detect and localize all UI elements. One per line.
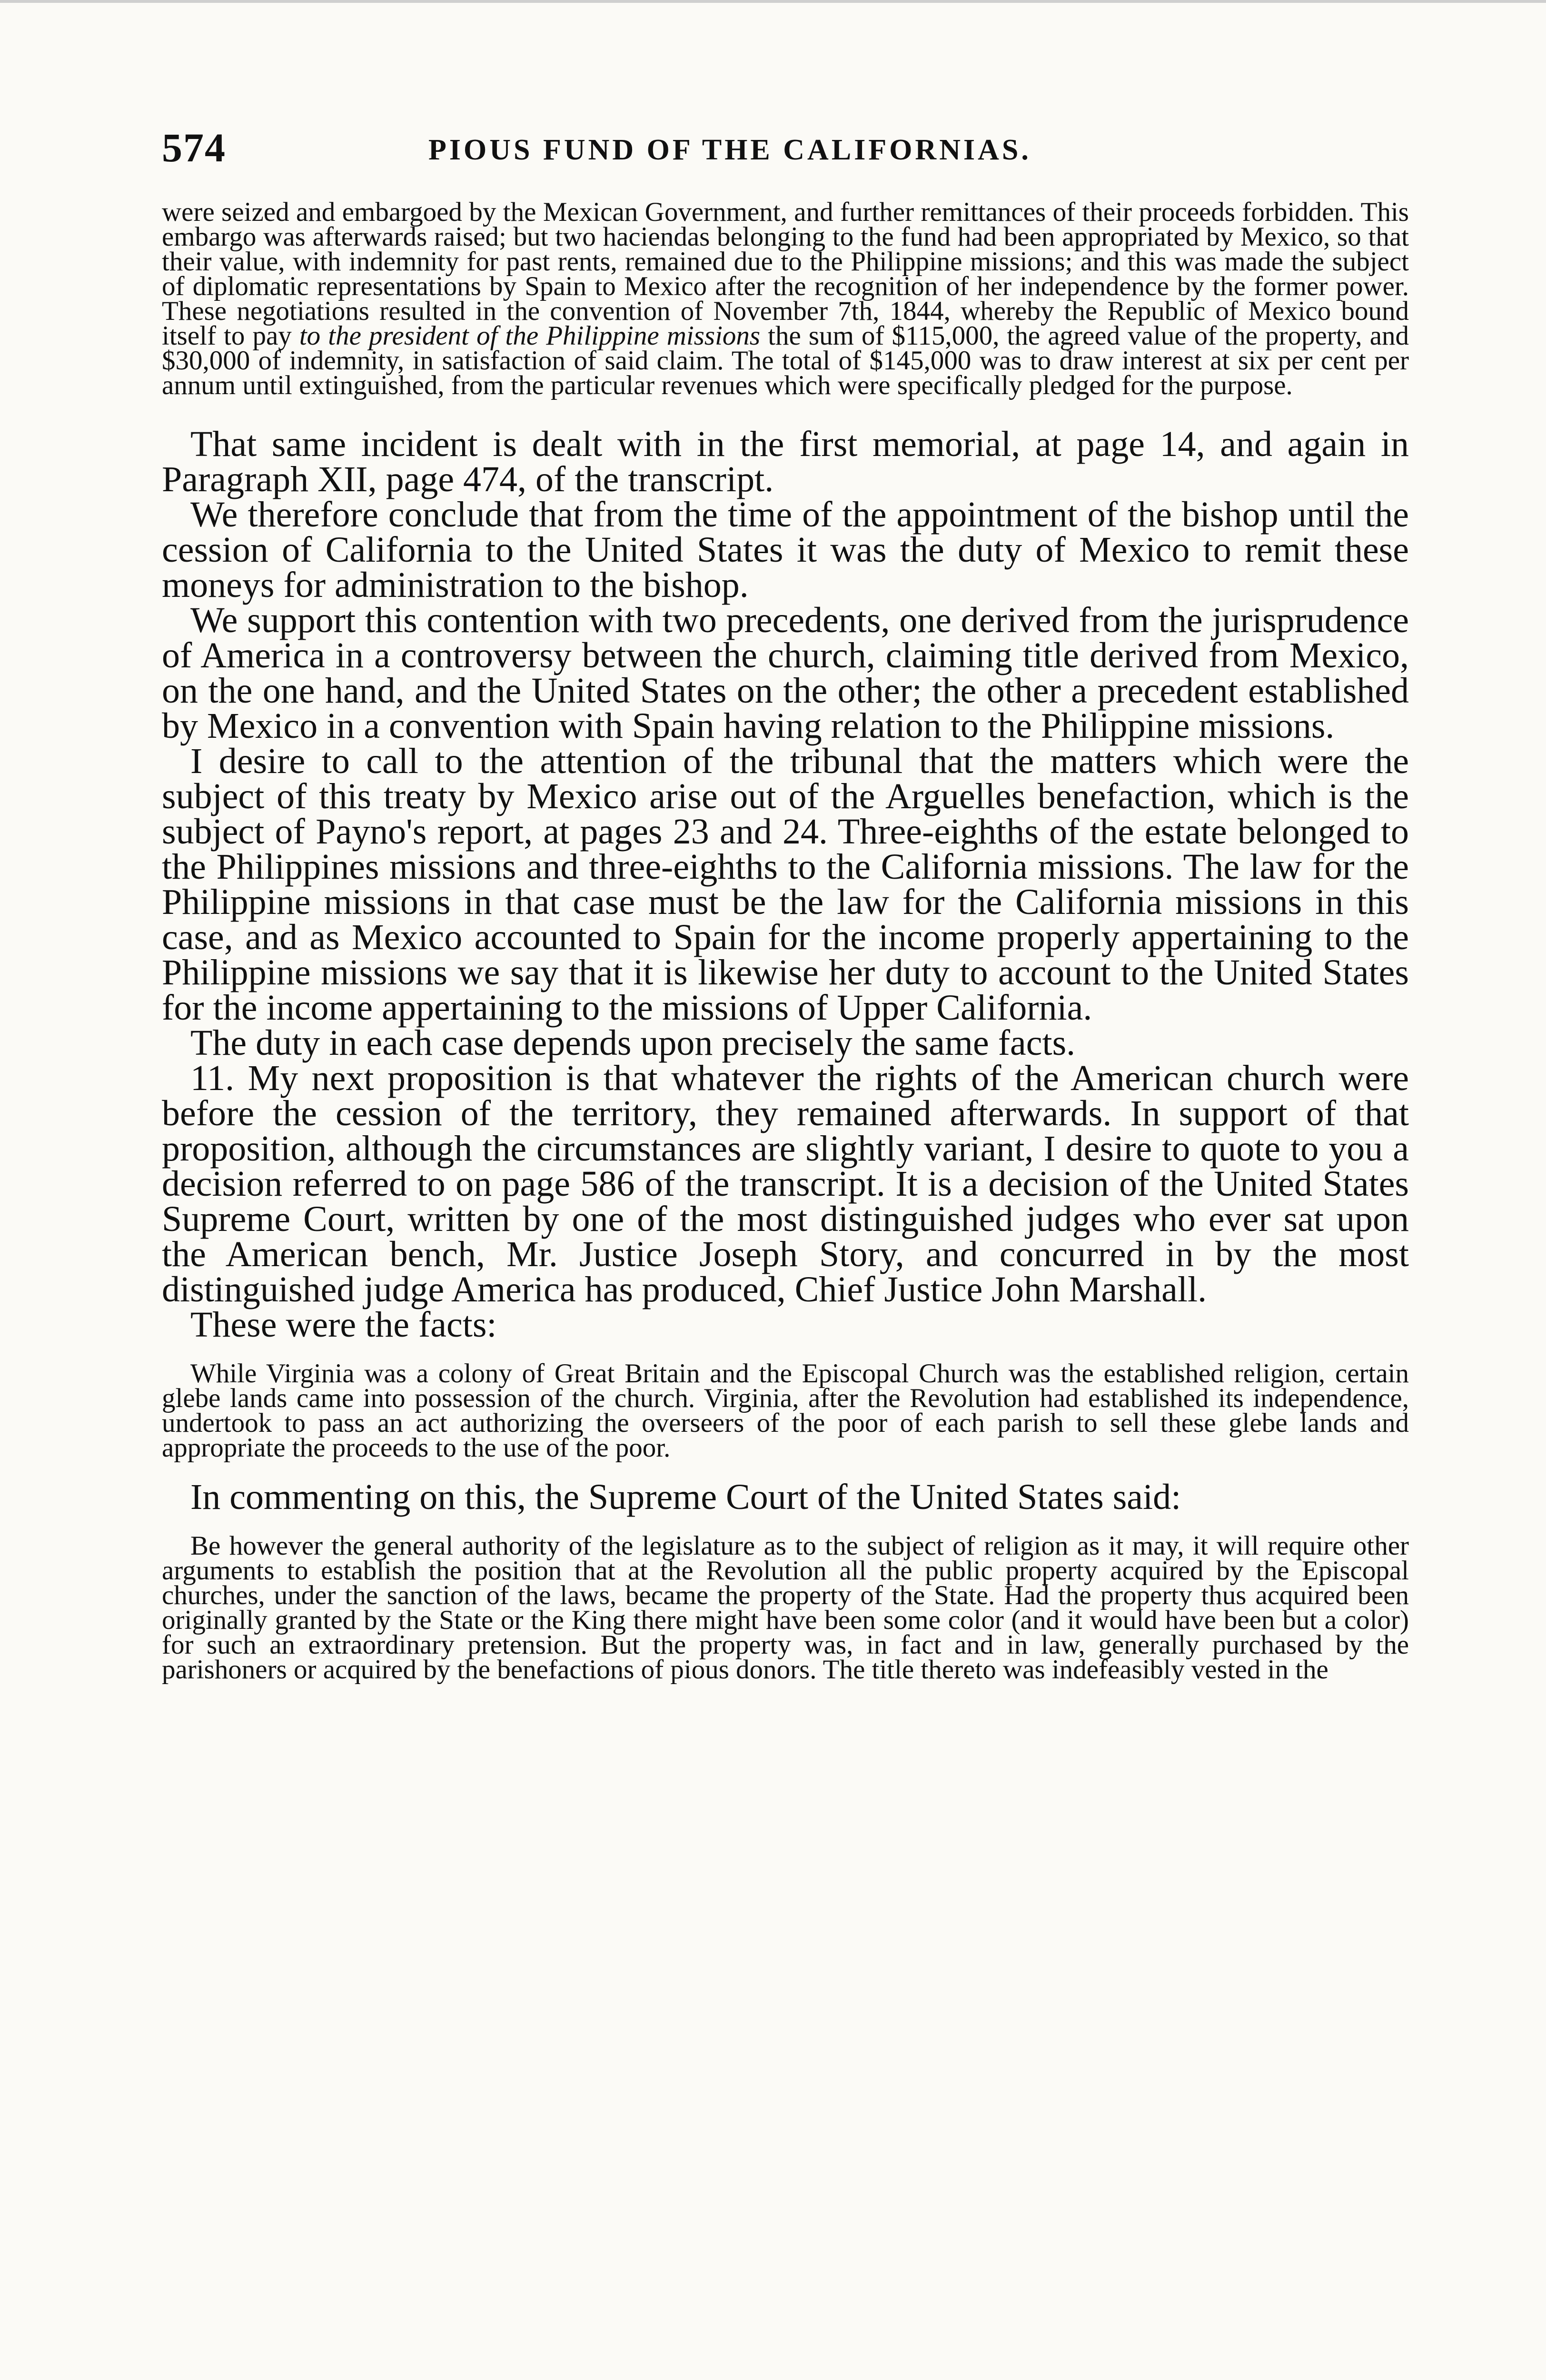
quote-text-part-1: were seized and embargoed by the Mexican Government, and further remittances of their proceeds forbidden. This embargo was afterwards raised; but two haciendas belonging to the fund had been appropriated by Mexico, so that their value, with indemnity for past rents, remained due to the Philippine missions; and this was made the subject of diplomatic representations by Spain to Mexico after the recognition of her independence by the former power. These negotiations resulted in the convention of November 7th, 1844, whereby the Republic of Mexico bound itself to pay xyxy=(162,197,1409,351)
paragraph-conclusion: We therefore conclude that from the time of the appointment of the bishop until the cession of California to the United States it was the duty of Mexico to remit these moneys for administration to the bishop. xyxy=(162,495,1409,605)
quote-text-part-2: the sum of $115,000, the agreed value of the property, and $30,000 of indemnity, in satisfaction of said claim. The total of $145,000 was to draw interest at six per cent per annum until extinguished, from the particular revenues which were specifically pledged for the purpose. xyxy=(162,321,1409,400)
page-header xyxy=(162,114,1409,200)
block-quote-pious-fund xyxy=(162,197,1409,400)
page-number: 574 xyxy=(162,125,226,170)
paragraph-duty-same-facts: The duty in each case depends upon precisely the same facts. xyxy=(190,1023,1076,1063)
paragraph-precedents: We support this contention with two precedents, one derived from the jurisprudence of America in a controversy between the church, claiming title derived from Mexico, on the one hand, and the United States on the other; the other a precedent established by Mexico in a convention with Spain having relation to the Philippine missions. xyxy=(162,600,1409,746)
paragraph-arguelles-benefaction: I desire to call to the attention of the tribunal that the matters which were the subject of this treaty by Mexico arise out of the Arguelles benefaction, which is the subject of Payno's report, at pages 23 and 24. Three-eighths of the estate belonged to the Philippines missions and three-eighths to the California missions. The law for the Philippine missions in that case must be the law for the California missions in this case, and as Mexico accounted to Spain for the income properly appertaining to the Philippine missions we say that it is likewise her duty to account to the United States for the income appertaining to the missions of Upper California. xyxy=(162,741,1409,1028)
block-quote-virginia: While Virginia was a colony of Great Britain and the Episcopal Church was the established religion, certain glebe lands came into possession of the church. Virginia, after the Revolution had established its independence, undertook to pass an act authorizing the overseers of the poor of each parish to sell these glebe lands and appropriate the proceeds to the use of the poor. xyxy=(162,1359,1409,1463)
quote-italic-phrase: to the president of the Philippine missions xyxy=(299,321,761,351)
running-title: PIOUS FUND OF THE CALIFORNIAS. xyxy=(428,134,1031,166)
paragraph-supreme-court-said: In commenting on this, the Supreme Court of the United States said: xyxy=(190,1477,1181,1517)
page xyxy=(162,114,1409,1685)
paragraph-proposition-11: 11. My next proposition is that whatever the rights of the American church were before the cession of the territory, they remained afterwards. In support of that proposition, although the circumstances are slightly variant, I desire to quote to you a decision referred to on page 586 of the transcript. It is a decision of the United States Supreme Court, written by one of the most distinguished judges who ever sat upon the American bench, Mr. Justice Joseph Story, and concurred in by the most distinguished judge America has produced, Chief Justice John Marshall. xyxy=(162,1058,1409,1309)
top-edge-rule xyxy=(0,0,1546,3)
block-quote-supreme-court: Be however the general authority of the legislature as to the subject of religion as it may, it will require other arguments to establish the position that at the Revolution all the public property acquired by the Episcopal churches, under the sanction of the laws, became the property of the State. Had the property thus acquired been originally granted by the State or the King there might have been some color (and it would have been but a color) for such an extraordinary pretension. But the property was, in fact and in law, generally purchased by the parishoners or acquired by the benefactions of pious donors. The title thereto was indefeasibly vested in the xyxy=(162,1531,1409,1685)
paragraph-facts-intro: These were the facts: xyxy=(190,1305,497,1345)
paragraph-same-incident: That same incident is dealt with in the first memorial, at page 14, and again in Paragraph XII, page 474, of the transcript. xyxy=(162,424,1409,499)
